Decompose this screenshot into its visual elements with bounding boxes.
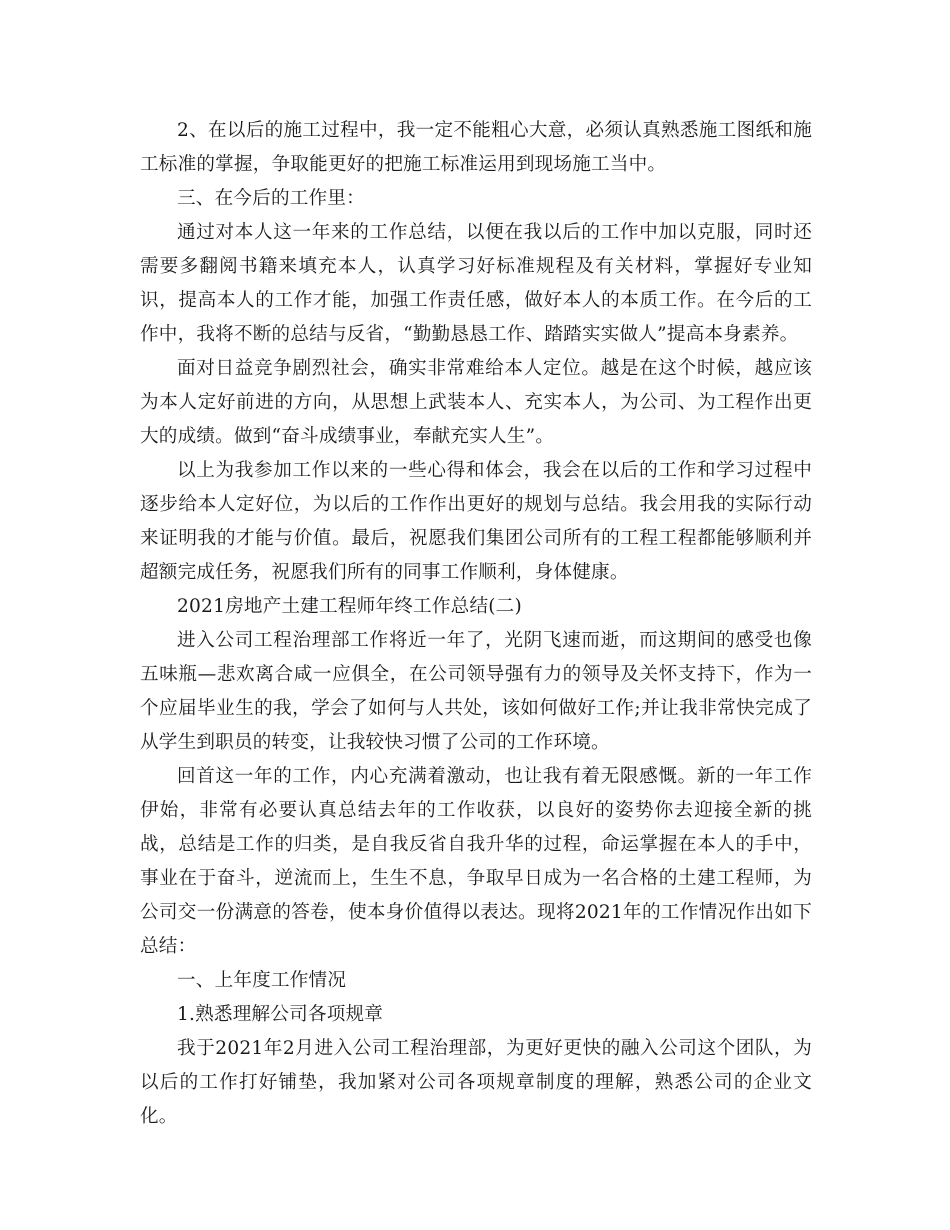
paragraph-positioning: 面对日益竞争剧烈社会，确实非常难给本人定位。越是在这个时候，越应该为本人定好前进的方向，从思想上武装本人、充实本人，为公司、为工程作出更大的成绩。做到“奋斗成绩事业，奉献充实人生”。 (140, 358, 812, 447)
document-body (140, 114, 812, 1134)
paragraph-closing-wishes: 以上为我参加工作以来的一些心得和体会，我会在以后的工作和学习过程中逐步给本人定好位，为以后的工作作出更好的规划与总结。我会用我的实际行动来证明我的才能与价值。最后，祝愿我们集团公司所有的工程工程都能够顺利并超额完成任务，祝愿我们所有的同事工作顺利，身体健康。 (140, 460, 812, 583)
subheading-company-rules: 1.熟悉理解公司各项规章 (177, 1004, 384, 1025)
section-title-part-two: 2021房地产土建工程师年终工作总结(二) (177, 596, 522, 617)
paragraph-construction-standards: 2、在以后的施工过程中，我一定不能粗心大意，必须认真熟悉施工图纸和施工标准的掌握，争取能更好的把施工标准运用到现场施工当中。 (140, 120, 812, 175)
paragraph-joined-february: 我于2021年2月进入公司工程治理部，为更好更快的融入公司这个团队，为以后的工作打好铺垫，我加紧对公司各项规章制度的理解，熟悉公司的企业文化。 (140, 1038, 812, 1127)
heading-last-year-work: 一、上年度工作情况 (177, 970, 347, 991)
paragraph-joining-company: 进入公司工程治理部工作将近一年了，光阴飞速而逝，而这期间的感受也像五味瓶—悲欢离合咸一应俱全，在公司领导强有力的领导及关怀支持下，作为一个应届毕业生的我，学会了如何与人共处，该如何做好工作;并让我非常快完成了从学生到职员的转变，让我较快习惯了公司的工作环境。 (140, 630, 812, 753)
heading-future-work: 三、在今后的工作里： (177, 188, 365, 209)
paragraph-self-improvement: 通过对本人这一年来的工作总结，以便在我以后的工作中加以克服，同时还需要多翻阅书籍来填充本人，认真学习好标准规程及有关材料，掌握好专业知识，提高本人的工作才能，加强工作责任感，做好本人的本质工作。在今后的工作中，我将不断的总结与反省，“勤勤恳恳工作、踏踏实实做人”提高本身素养。 (140, 222, 812, 345)
paragraph-year-review: 回首这一年的工作，内心充满着激动，也让我有着无限感慨。新的一年工作伊始，非常有必要认真总结去年的工作收获，以良好的姿势你去迎接全新的挑战，总结是工作的归类，是自我反省自我升华的过程，命运掌握在本人的手中，事业在于奋斗，逆流而上，生生不息，争取早日成为一名合格的土建工程师，为公司交一份满意的答卷，使本身价值得以表达。现将2021年的工作情况作出如下总结： (140, 766, 812, 957)
